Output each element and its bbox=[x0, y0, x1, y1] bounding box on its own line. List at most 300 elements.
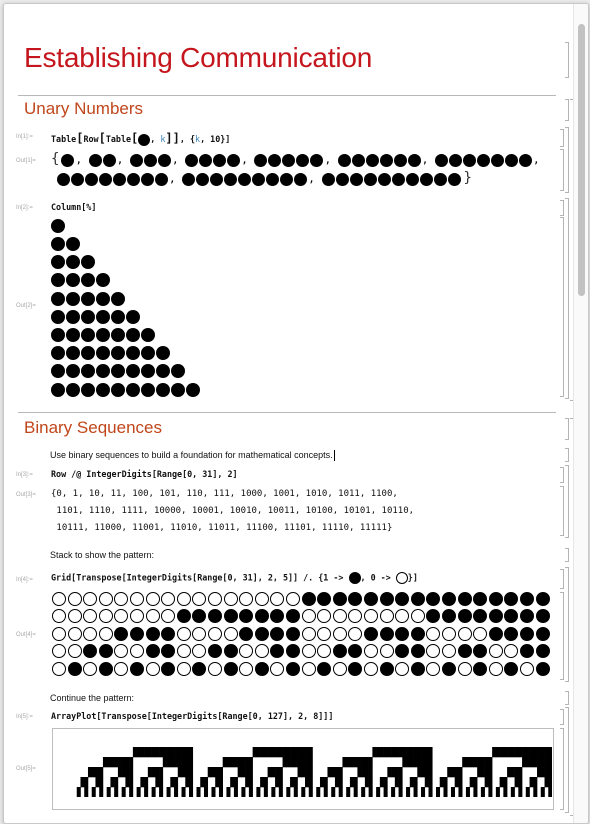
array-cell bbox=[174, 787, 178, 797]
filled-disk-icon bbox=[380, 592, 394, 606]
array-cell bbox=[421, 757, 425, 767]
filled-disk-icon bbox=[51, 346, 65, 360]
circle-outline-icon bbox=[52, 644, 66, 658]
filled-disk-icon bbox=[442, 662, 456, 676]
filled-disk-icon bbox=[96, 346, 110, 360]
circle-outline-icon bbox=[520, 662, 534, 676]
section-cell-bracket[interactable] bbox=[565, 99, 569, 121]
array-cell bbox=[406, 757, 410, 767]
circle-outline-icon bbox=[348, 609, 362, 623]
column-row bbox=[51, 363, 186, 377]
scrollbar-thumb[interactable] bbox=[578, 24, 585, 296]
filled-disk-icon bbox=[238, 173, 251, 186]
array-cell bbox=[204, 787, 208, 797]
circle-outline-icon bbox=[442, 627, 456, 641]
array-cell bbox=[230, 777, 234, 787]
circle-outline-icon bbox=[192, 627, 206, 641]
array-cell bbox=[137, 787, 141, 797]
array-cell bbox=[211, 787, 215, 797]
array-cell bbox=[515, 777, 519, 787]
circle-outline-icon bbox=[489, 644, 503, 658]
array-cell bbox=[533, 747, 537, 757]
array-cell bbox=[511, 787, 515, 797]
circle-outline-icon bbox=[473, 627, 487, 641]
array-cell bbox=[226, 757, 230, 767]
array-cell bbox=[294, 757, 298, 767]
filled-disk-icon bbox=[96, 292, 110, 306]
code-token: [ bbox=[98, 131, 106, 145]
filled-disk-icon bbox=[51, 364, 65, 378]
array-cell bbox=[167, 787, 171, 797]
array-cell bbox=[152, 767, 156, 777]
separator: , bbox=[308, 172, 322, 185]
array-cell bbox=[77, 787, 81, 797]
array-cell bbox=[167, 757, 171, 767]
array-cell bbox=[537, 757, 541, 767]
circle-outline-icon bbox=[286, 592, 300, 606]
filled-disk-icon bbox=[113, 173, 126, 186]
circle-outline-icon bbox=[426, 662, 440, 676]
circle-outline-icon bbox=[208, 662, 222, 676]
array-cell bbox=[226, 787, 230, 797]
array-cell bbox=[320, 777, 324, 787]
array-cell bbox=[369, 767, 373, 777]
filled-disk-icon bbox=[504, 592, 518, 606]
circle-outline-icon bbox=[317, 644, 331, 658]
array-cell bbox=[518, 777, 522, 787]
filled-disk-icon bbox=[296, 154, 309, 167]
group-bracket[interactable] bbox=[565, 198, 569, 399]
array-cell bbox=[305, 777, 309, 787]
array-cell bbox=[178, 747, 182, 757]
section-cell-bracket[interactable] bbox=[565, 418, 569, 440]
circle-outline-icon bbox=[114, 644, 128, 658]
circle-outline-icon bbox=[270, 662, 284, 676]
circle-outline-icon bbox=[83, 592, 97, 606]
vertical-scrollbar[interactable] bbox=[573, 4, 588, 823]
cell-bracket[interactable] bbox=[560, 217, 564, 397]
filled-disk-icon bbox=[96, 273, 110, 287]
circle-outline-icon bbox=[317, 627, 331, 641]
array-cell bbox=[294, 787, 298, 797]
filled-disk-icon bbox=[192, 662, 206, 676]
array-cell bbox=[410, 757, 414, 767]
filled-disk-icon bbox=[504, 627, 518, 641]
circle-outline-icon bbox=[317, 609, 331, 623]
filled-disk-icon bbox=[99, 173, 112, 186]
circle-outline-icon bbox=[146, 592, 160, 606]
filled-disk-icon bbox=[477, 154, 490, 167]
array-cell bbox=[346, 757, 350, 767]
filled-disk-icon bbox=[489, 592, 503, 606]
filled-disk-icon bbox=[103, 154, 116, 167]
cell-bracket[interactable] bbox=[560, 709, 564, 725]
output-label: Out[1]= bbox=[16, 158, 36, 164]
array-cell bbox=[421, 767, 425, 777]
array-cell bbox=[473, 787, 477, 797]
array-cell bbox=[384, 787, 388, 797]
filled-disk-icon bbox=[66, 364, 80, 378]
separator: , bbox=[532, 153, 540, 166]
array-cell bbox=[92, 787, 96, 797]
output-line: 10111, 11000, 11001, 11010, 11011, 11100, 11101, 11110, 11111} bbox=[51, 523, 393, 533]
group-bracket[interactable] bbox=[565, 127, 569, 193]
filled-disk-icon bbox=[111, 383, 125, 397]
array-cell bbox=[470, 757, 474, 767]
array-cell bbox=[481, 767, 485, 777]
array-cell bbox=[384, 777, 388, 787]
filled-disk-icon bbox=[196, 173, 209, 186]
cell-bracket[interactable] bbox=[560, 149, 564, 191]
array-cell bbox=[174, 747, 178, 757]
filled-disk-icon bbox=[349, 572, 361, 584]
filled-disk-icon bbox=[302, 592, 316, 606]
filled-disk-icon bbox=[224, 662, 238, 676]
cell-bracket[interactable] bbox=[560, 486, 564, 536]
cell-bracket[interactable] bbox=[560, 592, 564, 680]
circle-outline-icon bbox=[426, 627, 440, 641]
array-cell bbox=[125, 757, 129, 767]
column-row bbox=[51, 308, 141, 322]
filled-disk-icon bbox=[81, 328, 95, 342]
array-cell bbox=[279, 777, 283, 787]
filled-disk-icon bbox=[333, 592, 347, 606]
separator: , bbox=[171, 153, 186, 166]
circle-outline-icon bbox=[130, 592, 144, 606]
input-cell-3[interactable]: Row /@ IntegerDigits[Range[0, 31], 2] bbox=[51, 469, 238, 479]
circle-outline-icon bbox=[348, 627, 362, 641]
array-cell bbox=[384, 747, 388, 757]
array-cell bbox=[399, 777, 403, 787]
filled-disk-icon bbox=[227, 154, 240, 167]
input-cell-1[interactable] bbox=[51, 131, 230, 146]
filled-disk-icon bbox=[61, 154, 74, 167]
filled-disk-icon bbox=[126, 310, 140, 324]
array-cell bbox=[144, 747, 148, 757]
array-cell bbox=[148, 747, 152, 757]
circle-outline-icon bbox=[302, 627, 316, 641]
array-cell bbox=[271, 767, 275, 777]
array-cell bbox=[99, 787, 103, 797]
array-cell bbox=[395, 747, 399, 757]
section-divider bbox=[18, 95, 556, 96]
array-cell bbox=[185, 747, 189, 757]
filled-disk-icon bbox=[85, 173, 98, 186]
filled-disk-icon bbox=[395, 627, 409, 641]
array-cell bbox=[140, 777, 144, 787]
array-cell bbox=[503, 787, 507, 797]
filled-disk-icon bbox=[255, 662, 269, 676]
array-cell bbox=[533, 757, 537, 767]
filled-disk-icon bbox=[68, 662, 82, 676]
array-cell bbox=[155, 777, 159, 787]
array-cell bbox=[133, 747, 137, 757]
array-cell bbox=[268, 767, 272, 777]
group-bracket[interactable] bbox=[565, 465, 569, 538]
filled-disk-icon bbox=[473, 644, 487, 658]
array-cell bbox=[537, 747, 541, 757]
array-cell bbox=[305, 767, 309, 777]
array-cell bbox=[140, 747, 144, 757]
cell-bracket[interactable] bbox=[560, 569, 564, 589]
column-row bbox=[51, 217, 66, 231]
array-cell bbox=[290, 757, 294, 767]
array-cell bbox=[125, 767, 129, 777]
input-cell-5[interactable]: ArrayPlot[Transpose[IntegerDigits[Range[0, 127], 2, 8]]] bbox=[51, 711, 334, 721]
array-cell bbox=[309, 747, 313, 757]
array-cell bbox=[518, 767, 522, 777]
filled-disk-icon bbox=[224, 609, 238, 623]
output-cell-3 bbox=[51, 486, 414, 537]
array-cell bbox=[144, 787, 148, 797]
filled-disk-icon bbox=[411, 592, 425, 606]
filled-disk-icon bbox=[81, 292, 95, 306]
array-cell bbox=[365, 767, 369, 777]
group-bracket[interactable] bbox=[565, 567, 569, 682]
separator: , bbox=[116, 153, 130, 166]
array-cell bbox=[350, 777, 354, 787]
separator: , bbox=[169, 172, 183, 185]
array-cell bbox=[488, 777, 492, 787]
output-cell-5-array-plot bbox=[73, 747, 552, 797]
separator: , bbox=[421, 153, 435, 166]
circle-outline-icon bbox=[208, 627, 222, 641]
filled-disk-icon bbox=[96, 364, 110, 378]
array-cell bbox=[144, 777, 148, 787]
group-bracket[interactable] bbox=[565, 707, 569, 813]
array-cell bbox=[185, 767, 189, 777]
filled-disk-icon bbox=[141, 173, 154, 186]
cell-bracket[interactable] bbox=[560, 467, 564, 483]
filled-disk-icon bbox=[126, 383, 140, 397]
filled-disk-icon bbox=[141, 346, 155, 360]
array-cell bbox=[372, 747, 376, 757]
code-token: [ bbox=[131, 131, 139, 145]
array-cell bbox=[522, 757, 526, 767]
array-cell bbox=[122, 767, 126, 777]
array-cell bbox=[417, 757, 421, 767]
filled-disk-icon bbox=[66, 237, 80, 251]
output-line bbox=[51, 170, 472, 186]
filled-disk-icon bbox=[449, 154, 462, 167]
filled-disk-icon bbox=[144, 154, 157, 167]
circle-outline-icon bbox=[364, 609, 378, 623]
array-cell bbox=[414, 777, 418, 787]
array-cell bbox=[290, 747, 294, 757]
array-cell bbox=[279, 787, 283, 797]
text-cell[interactable] bbox=[50, 450, 335, 461]
output-label: Out[2]= bbox=[16, 303, 36, 309]
array-cell bbox=[354, 757, 358, 767]
filled-disk-icon bbox=[156, 383, 170, 397]
array-cell bbox=[414, 787, 418, 797]
array-cell bbox=[234, 757, 238, 767]
filled-disk-icon bbox=[114, 627, 128, 641]
array-cell bbox=[365, 757, 369, 767]
text-cell-content: Use binary sequences to build a foundation for mathematical concepts. bbox=[50, 450, 333, 460]
array-cell bbox=[170, 747, 174, 757]
array-cell bbox=[548, 747, 552, 757]
array-cell bbox=[414, 747, 418, 757]
separator: , bbox=[75, 153, 89, 166]
circle-outline-icon bbox=[302, 609, 316, 623]
array-cell bbox=[354, 777, 358, 787]
array-cell bbox=[219, 767, 223, 777]
array-cell bbox=[260, 747, 264, 757]
circle-outline-icon bbox=[52, 627, 66, 641]
filled-disk-icon bbox=[156, 346, 170, 360]
array-cell bbox=[182, 747, 186, 757]
array-cell bbox=[260, 777, 264, 787]
circle-outline-icon bbox=[255, 592, 269, 606]
filled-disk-icon bbox=[81, 273, 95, 287]
filled-disk-icon bbox=[171, 383, 185, 397]
output-cell-4 bbox=[52, 592, 552, 678]
code-token: Grid[Transpose[IntegerDigits[Range[0, 31], 2, 5]] /. {1 -> bbox=[51, 572, 349, 583]
filled-disk-icon bbox=[458, 609, 472, 623]
filled-disk-icon bbox=[519, 154, 532, 167]
array-cell bbox=[107, 787, 111, 797]
array-cell bbox=[256, 787, 260, 797]
circle-outline-icon bbox=[426, 644, 440, 658]
array-cell bbox=[170, 777, 174, 787]
array-cell bbox=[223, 757, 227, 767]
filled-disk-icon bbox=[51, 219, 65, 233]
filled-disk-icon bbox=[348, 644, 362, 658]
filled-disk-icon bbox=[51, 310, 65, 324]
array-cell bbox=[339, 777, 343, 787]
array-cell bbox=[425, 767, 429, 777]
output-cell-2 bbox=[51, 217, 251, 397]
title-cell-bracket[interactable] bbox=[565, 42, 569, 78]
array-cell bbox=[271, 747, 275, 757]
array-cell bbox=[500, 747, 504, 757]
array-cell bbox=[268, 747, 272, 757]
filled-disk-icon bbox=[426, 592, 440, 606]
array-cell bbox=[301, 767, 305, 777]
array-cell bbox=[429, 767, 433, 777]
code-token: , { bbox=[179, 134, 196, 144]
circle-outline-icon bbox=[333, 627, 347, 641]
code-token: }] bbox=[407, 572, 418, 583]
input-cell-2[interactable]: Column[%] bbox=[51, 202, 97, 212]
code-token: Row bbox=[83, 134, 99, 144]
array-cell bbox=[279, 747, 283, 757]
array-cell bbox=[541, 747, 545, 757]
circle-outline-icon bbox=[411, 609, 425, 623]
array-cell bbox=[148, 767, 152, 777]
circle-outline-icon bbox=[489, 662, 503, 676]
array-cell bbox=[410, 777, 414, 787]
array-cell bbox=[545, 747, 549, 757]
array-cell bbox=[518, 787, 522, 797]
array-cell bbox=[122, 787, 126, 797]
array-cell bbox=[503, 777, 507, 787]
array-cell bbox=[316, 787, 320, 797]
filled-disk-icon bbox=[408, 154, 421, 167]
array-cell bbox=[518, 747, 522, 757]
filled-disk-icon bbox=[294, 173, 307, 186]
cell-bracket[interactable] bbox=[560, 728, 564, 810]
cell-bracket[interactable] bbox=[565, 548, 569, 562]
filled-disk-icon bbox=[270, 644, 284, 658]
dot-group bbox=[182, 172, 308, 185]
filled-disk-icon bbox=[66, 273, 80, 287]
array-cell bbox=[286, 747, 290, 757]
filled-disk-icon bbox=[81, 383, 95, 397]
array-cell bbox=[369, 757, 373, 767]
array-cell bbox=[421, 747, 425, 757]
cell-bracket[interactable] bbox=[560, 200, 564, 216]
circle-outline-icon bbox=[302, 662, 316, 676]
filled-disk-icon bbox=[57, 173, 70, 186]
circle-outline-icon bbox=[458, 627, 472, 641]
output-line: 1101, 1110, 1111, 10000, 10001, 10010, 10011, 10100, 10101, 10110, bbox=[51, 506, 415, 516]
text-cell[interactable]: Stack to show the pattern: bbox=[50, 550, 155, 560]
array-cell bbox=[473, 777, 477, 787]
filled-disk-icon bbox=[380, 627, 394, 641]
filled-disk-icon bbox=[270, 627, 284, 641]
filled-disk-icon bbox=[473, 609, 487, 623]
array-cell bbox=[159, 747, 163, 757]
circle-outline-icon bbox=[239, 662, 253, 676]
filled-disk-icon bbox=[138, 134, 150, 146]
array-cell bbox=[399, 767, 403, 777]
array-cell bbox=[301, 757, 305, 767]
filled-disk-icon bbox=[158, 154, 171, 167]
array-cell bbox=[163, 757, 167, 767]
array-cell bbox=[238, 757, 242, 767]
input-label: In[1]:= bbox=[16, 134, 33, 140]
circle-outline-icon bbox=[99, 609, 113, 623]
array-cell bbox=[425, 777, 429, 787]
array-cell bbox=[159, 777, 163, 787]
array-cell bbox=[462, 757, 466, 767]
output-label: Out[5]= bbox=[16, 766, 36, 772]
cell-bracket[interactable] bbox=[565, 448, 569, 462]
filled-disk-icon bbox=[208, 644, 222, 658]
close-brace: } bbox=[463, 170, 472, 186]
cell-bracket[interactable] bbox=[565, 691, 569, 705]
array-cell bbox=[350, 757, 354, 767]
filled-disk-icon bbox=[489, 627, 503, 641]
code-token: ]] bbox=[165, 131, 180, 145]
circle-outline-icon bbox=[114, 609, 128, 623]
filled-disk-icon bbox=[442, 609, 456, 623]
input-cell-4[interactable] bbox=[51, 572, 418, 584]
filled-disk-icon bbox=[286, 627, 300, 641]
filled-disk-icon bbox=[66, 346, 80, 360]
input-label: In[2]:= bbox=[16, 205, 33, 211]
text-cell[interactable]: Continue the pattern: bbox=[50, 693, 135, 703]
array-cell bbox=[488, 757, 492, 767]
array-cell bbox=[440, 777, 444, 787]
array-cell bbox=[380, 777, 384, 787]
filled-disk-icon bbox=[338, 154, 351, 167]
array-cell bbox=[99, 777, 103, 787]
filled-disk-icon bbox=[268, 154, 281, 167]
array-cell bbox=[286, 787, 290, 797]
circle-outline-icon bbox=[380, 609, 394, 623]
filled-disk-icon bbox=[317, 592, 331, 606]
array-cell bbox=[185, 757, 189, 767]
array-cell bbox=[219, 777, 223, 787]
array-cell bbox=[249, 787, 253, 797]
filled-disk-icon bbox=[81, 364, 95, 378]
cell-bracket[interactable] bbox=[560, 129, 564, 147]
array-cell bbox=[526, 747, 530, 757]
filled-disk-icon bbox=[199, 154, 212, 167]
